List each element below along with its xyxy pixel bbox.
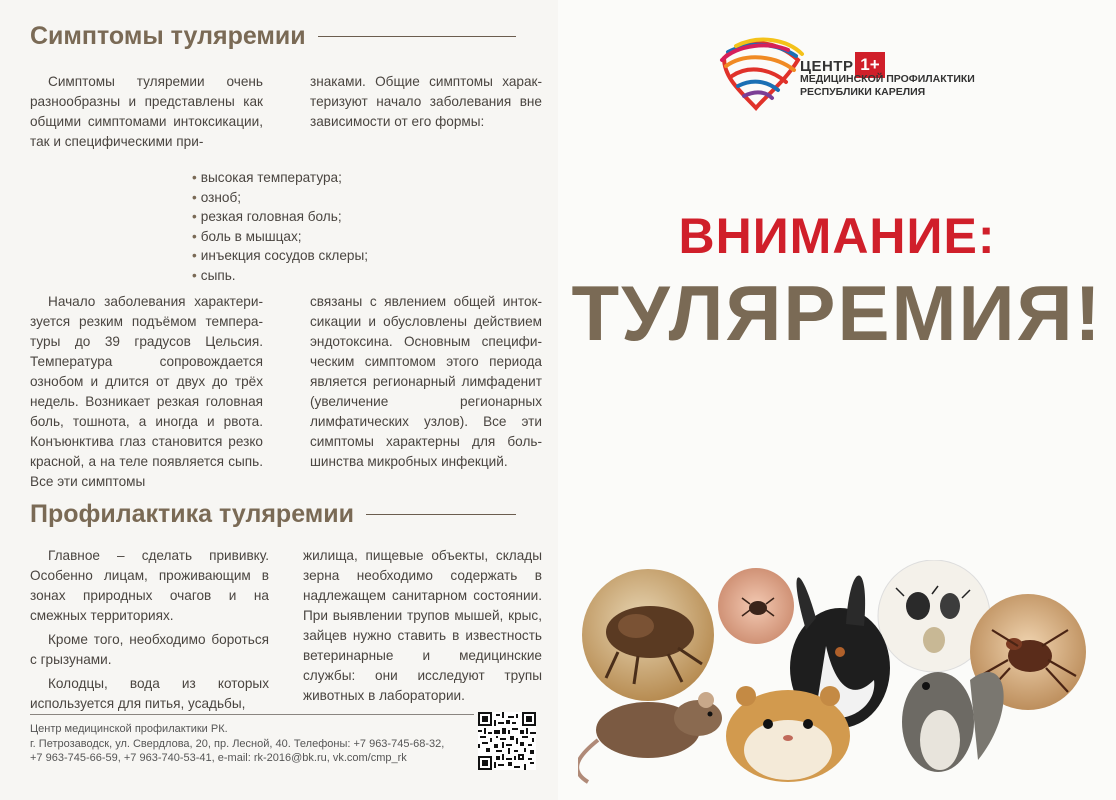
list-item: • инъекция сосудов склеры; — [192, 246, 368, 266]
paragraph: Симптомы туляремии очень разнообразны и представлены как общими симптомами интоксикации, так и специфическими при- — [30, 74, 263, 149]
hamster-icon — [726, 686, 850, 782]
logo-text — [800, 60, 975, 99]
prevention-col1 — [30, 546, 269, 714]
heading-rule — [366, 514, 516, 516]
paragraph: связаны с явлением общей интоксикации и обусловлены действием эндотоксина. Основным специфическим симптомом этого периода является регионарный лимфаденит (увеличение регионарных лимфатических узлов). Все эти симптомы характерны для большинства микробных инфекций. — [310, 294, 542, 469]
squirrel-icon — [902, 672, 1004, 772]
heading-rule — [318, 36, 516, 38]
onset-col2 — [310, 292, 542, 472]
prevention-heading-text: Профилактика туляремии — [30, 500, 355, 528]
rat-icon — [578, 692, 722, 782]
symptoms-heading-text: Симптомы туляремии — [30, 22, 306, 50]
list-item: • боль в мышцах; — [192, 227, 368, 247]
tick-on-skin-icon — [718, 568, 794, 644]
symptoms-list — [192, 168, 368, 286]
symptoms-intro-col2 — [310, 72, 542, 132]
logo-line: МЕДИЦИНСКОЙ ПРОФИЛАКТИКИ — [800, 73, 975, 85]
attention-heading: ВНИМАНИЕ: — [678, 208, 996, 264]
footer-line: г. Петрозаводск, ул. Свердлова, 20, пр. Лесной, 40. Телефоны: +7 963-745-68-32, — [30, 737, 445, 750]
paragraph: жилища, пищевые объекты, склады зерна необходимо содержать в надлежащем санитарном состоянии. При выявлении трупов мышей, крыс, зайцев нужно ставить в известность ветеринарные и медицинские службы: они исследуют трупы животных в лаборатории. — [303, 548, 542, 703]
flea-icon — [582, 569, 714, 701]
logo-line: РЕСПУБЛИКИ КАРЕЛИЯ — [800, 86, 926, 98]
footer-line: +7 963-745-66-59, +7 963-740-53-41, e-mail: rk-2016@bk.ru, vk.com/cmp_rk — [30, 752, 407, 764]
paragraph: Начало заболевания характеризуется резким подъёмом температуры до 39 градусов Цельсия. Температура сопровождается ознобом и длится от двух до трёх недель. Возникает резкая головная боль, тошнота, а иногда и рвота. Конъюнктива глаз становится резко красной, а на теле появляется сыпь. Все эти симптомы — [30, 294, 263, 489]
paragraph: Колодцы, вода из которых используется для питья, усадьбы, — [30, 676, 269, 711]
list-item: • озноб; — [192, 188, 368, 208]
list-item: • сыпь. — [192, 266, 368, 286]
prevention-heading — [30, 500, 516, 529]
symptoms-intro-col1 — [30, 72, 263, 152]
footer-contacts — [30, 722, 470, 766]
symptoms-heading — [30, 22, 516, 51]
footer-divider — [30, 714, 474, 715]
list-item: • высокая температура; — [192, 168, 368, 188]
animals-collage-image — [578, 560, 1098, 785]
paragraph: Главное – сделать прививку. Особенно лицам, проживающим в зонах природных очагов и на смежных территориях. — [30, 548, 269, 623]
footer-line: Центр медицинской профилактики РК. — [30, 723, 228, 735]
paragraph: знаками. Общие симптомы характеризуют начало заболевания вне зависимости от его формы: — [310, 74, 542, 129]
list-item: • резкая головная боль; — [192, 207, 368, 227]
logo-line: ЦЕНТР — [800, 58, 854, 75]
logo-badge: 1+ — [855, 52, 885, 78]
onset-col1 — [30, 292, 263, 492]
paragraph: Кроме того, необходимо бороться с грызунами. — [30, 632, 269, 667]
prevention-col2 — [303, 546, 542, 706]
qr-code-icon[interactable] — [478, 712, 536, 770]
disease-title: ТУЛЯРЕМИЯ! — [571, 269, 1103, 357]
